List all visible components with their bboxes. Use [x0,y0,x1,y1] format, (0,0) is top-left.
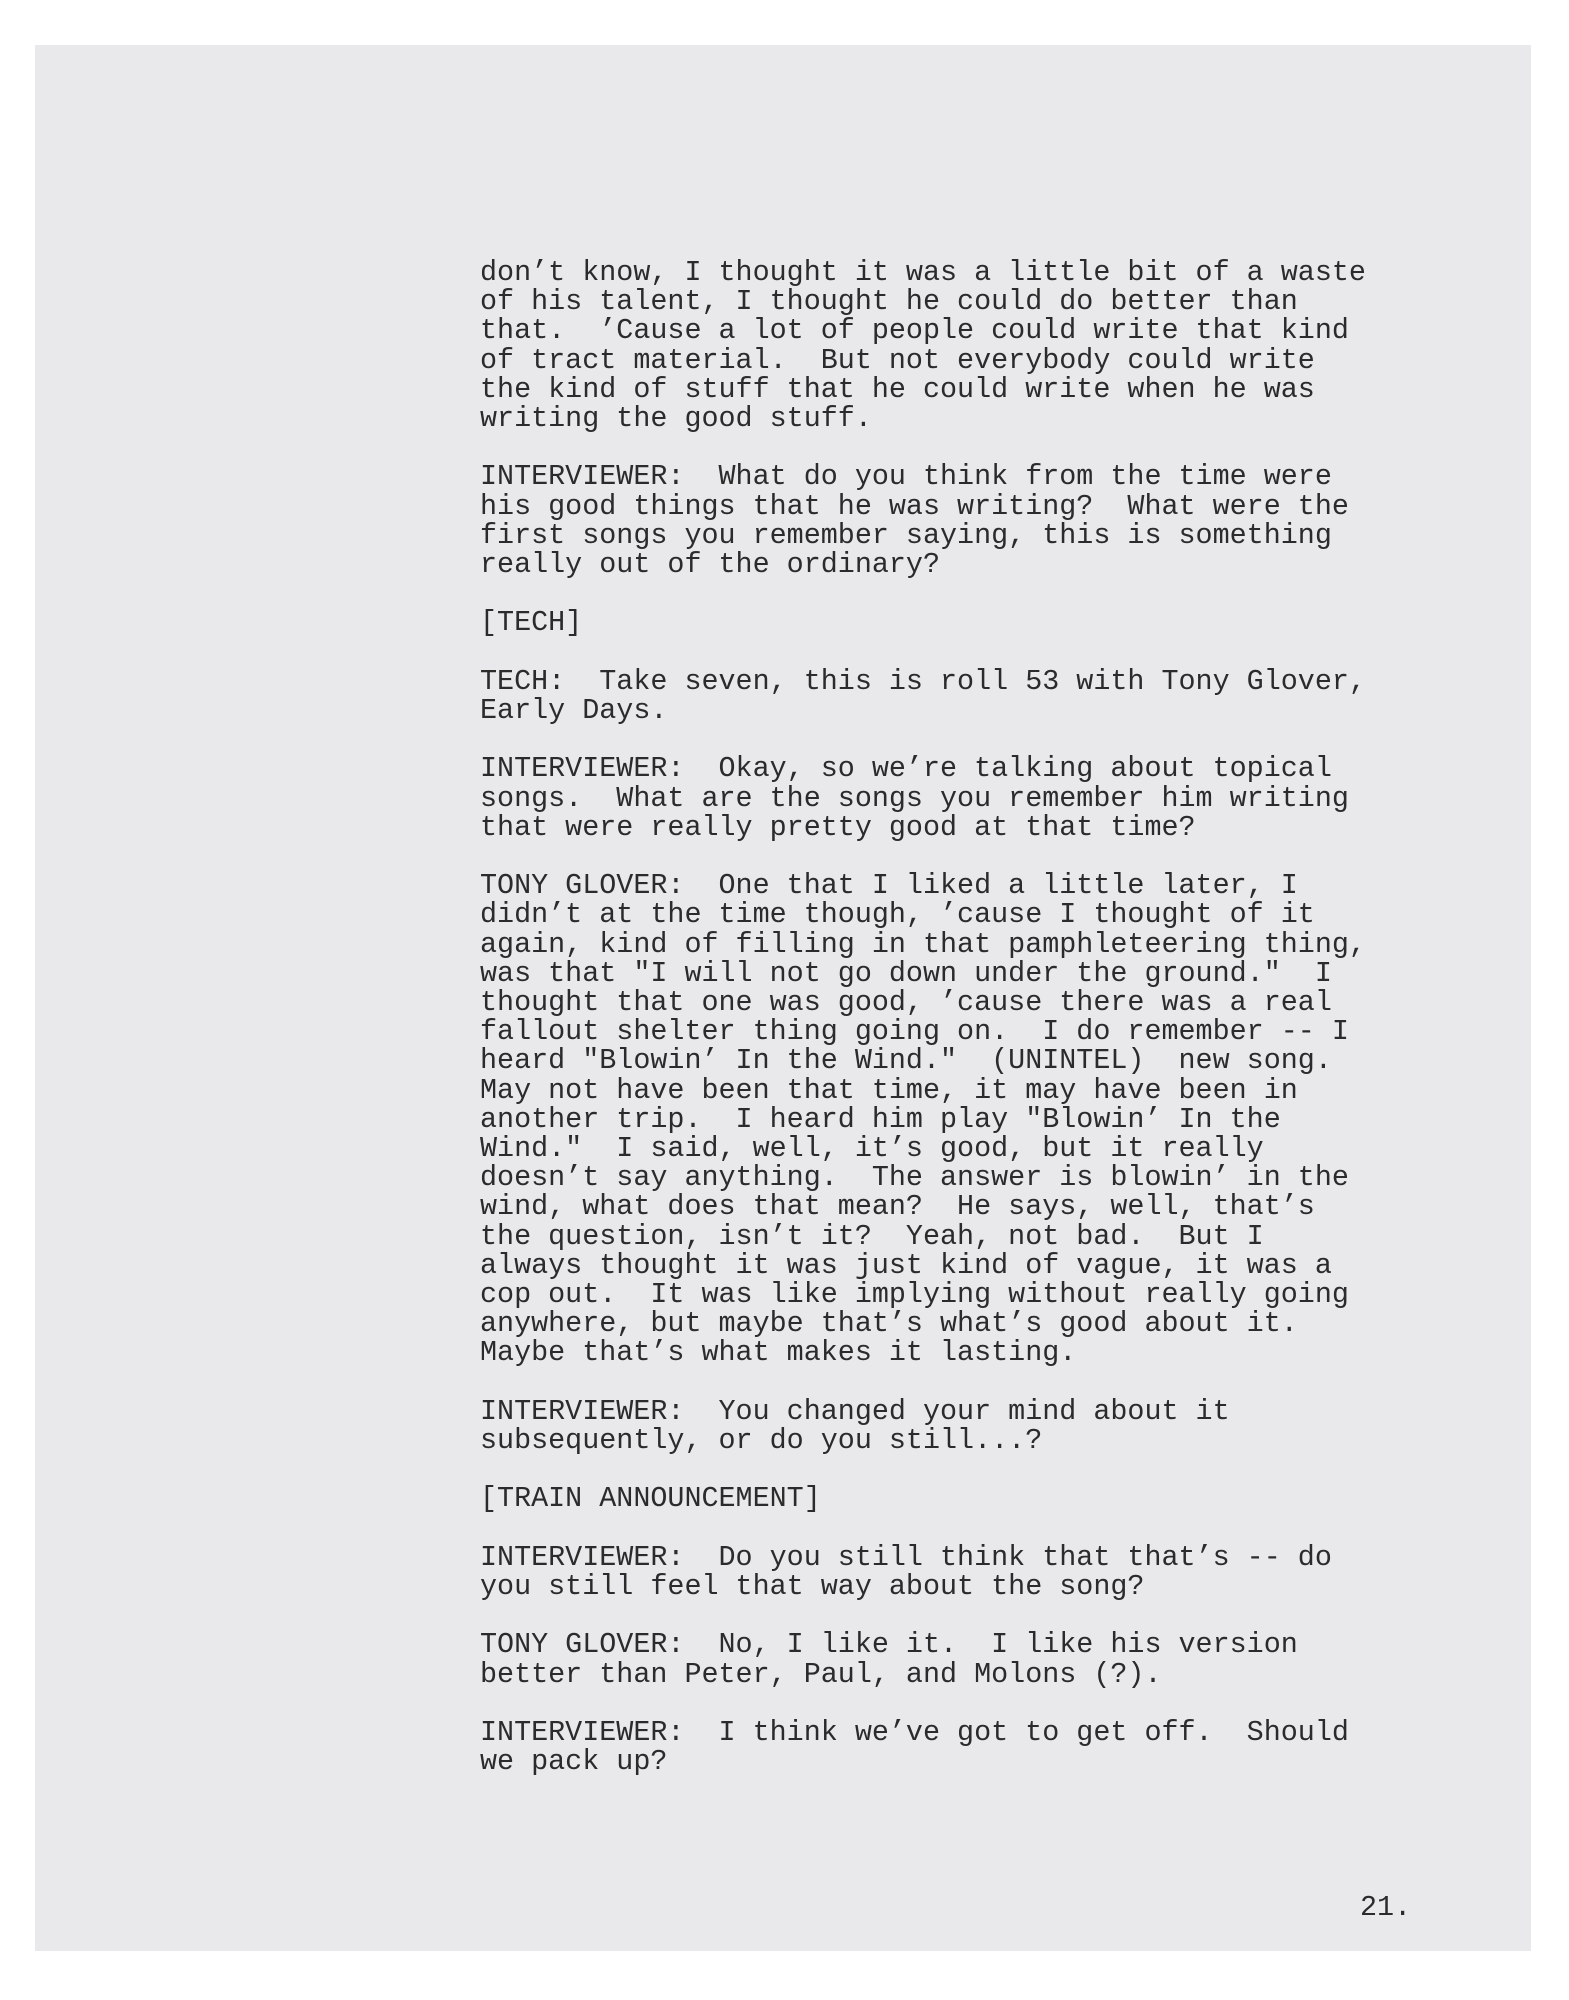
transcript-line: heard "Blowin’ In the Wind." (UNINTEL) new song. [480,1044,1332,1078]
transcript-paragraph [480,869,1460,1370]
transcript-line: another trip. I heard him play "Blowin’ In the [480,1102,1281,1136]
transcript-line: Early Days. [480,694,668,727]
transcript-line: INTERVIEWER: You changed your mind about it [480,1394,1230,1428]
transcript-line: always thought it was just kind of vague, it was a [480,1248,1332,1282]
transcript-line: first songs you remember saying, this is something [480,518,1332,552]
transcript-line: doesn’t say anything. The answer is blowin’ in the [480,1161,1349,1195]
transcript-line: [TRAIN ANNOUNCEMENT] [480,1482,821,1516]
transcript-line: TONY GLOVER: No, I like it. I like his version [480,1628,1298,1662]
transcript-line: Maybe that’s what makes it lasting. [480,1336,1077,1370]
transcript-line: subsequently, or do you still...? [480,1424,1043,1458]
transcript-paragraph [480,1394,1460,1458]
transcript-paragraph [480,664,1460,727]
transcript-line: wind, what does that mean? He says, well, that’s [480,1190,1315,1224]
transcript-line: the kind of stuff that he could write when he was [480,372,1315,406]
transcript-body [480,258,1460,1806]
transcript-line: the question, isn’t it? Yeah, not bad. But I [480,1219,1264,1253]
transcript-line: thought that one was good, ’cause there was a real [480,986,1332,1019]
transcript-line: that. ’Cause a lot of people could write that kind [480,314,1349,348]
transcript-paragraph [480,460,1460,582]
transcript-line: INTERVIEWER: What do you think from the time were [480,460,1332,494]
transcript-line: fallout shelter thing going on. I do remember -- I [480,1015,1349,1049]
document-page [35,45,1531,1951]
transcript-paragraph [480,754,1460,842]
transcript-line: again, kind of filling in that pamphleteering thing, [480,927,1366,961]
transcript-line: anywhere, but maybe that’s what’s good about it. [480,1307,1298,1341]
transcript-line: Wind." I said, well, it’s good, but it really [480,1132,1264,1166]
transcript-line: of tract material. But not everybody could write [480,343,1315,377]
transcript-line: TECH: Take seven, this is roll 53 with Tony Glover, [480,664,1366,698]
page-number: 21. [1360,1891,1412,1924]
transcript-line: cop out. It was like implying without really going [480,1278,1349,1312]
transcript-line: don’t know, I thought it was a little bit of a waste [480,256,1366,289]
transcript-paragraph [480,1540,1460,1604]
transcript-line: May not have been that time, it may have been in [480,1073,1298,1107]
transcript-line: we pack up? [480,1745,668,1779]
transcript-line: INTERVIEWER: Do you still think that that’s -- do [480,1540,1332,1574]
transcript-line: of his talent, I thought he could do better than [480,285,1298,319]
transcript-line: INTERVIEWER: I think we’ve got to get off. Should [480,1716,1349,1749]
transcript-line: songs. What are the songs you remember him writing [480,781,1349,815]
transcript-line: INTERVIEWER: Okay, so we’re talking about topical [480,752,1332,786]
transcript-paragraph [480,1482,1460,1516]
transcript-line: TONY GLOVER: One that I liked a little later, I [480,869,1298,903]
transcript-line: was that "I will not go down under the ground." I [480,956,1332,990]
transcript-line: really out of the ordinary? [480,548,941,582]
transcript-line: you still feel that way about the song? [480,1570,1145,1604]
transcript-line: writing the good stuff. [480,402,872,436]
transcript-line: [TECH] [480,606,583,640]
transcript-line: his good things that he was writing? What were the [480,489,1349,523]
transcript-paragraph [480,606,1460,640]
transcript-paragraph [480,1716,1460,1779]
transcript-paragraph [480,1628,1460,1691]
transcript-line: better than Peter, Paul, and Molons (?). [480,1657,1162,1691]
transcript-line: didn’t at the time though, ’cause I thought of it [480,898,1315,932]
transcript-line: that were really pretty good at that time? [480,810,1196,844]
transcript-paragraph [480,256,1460,436]
